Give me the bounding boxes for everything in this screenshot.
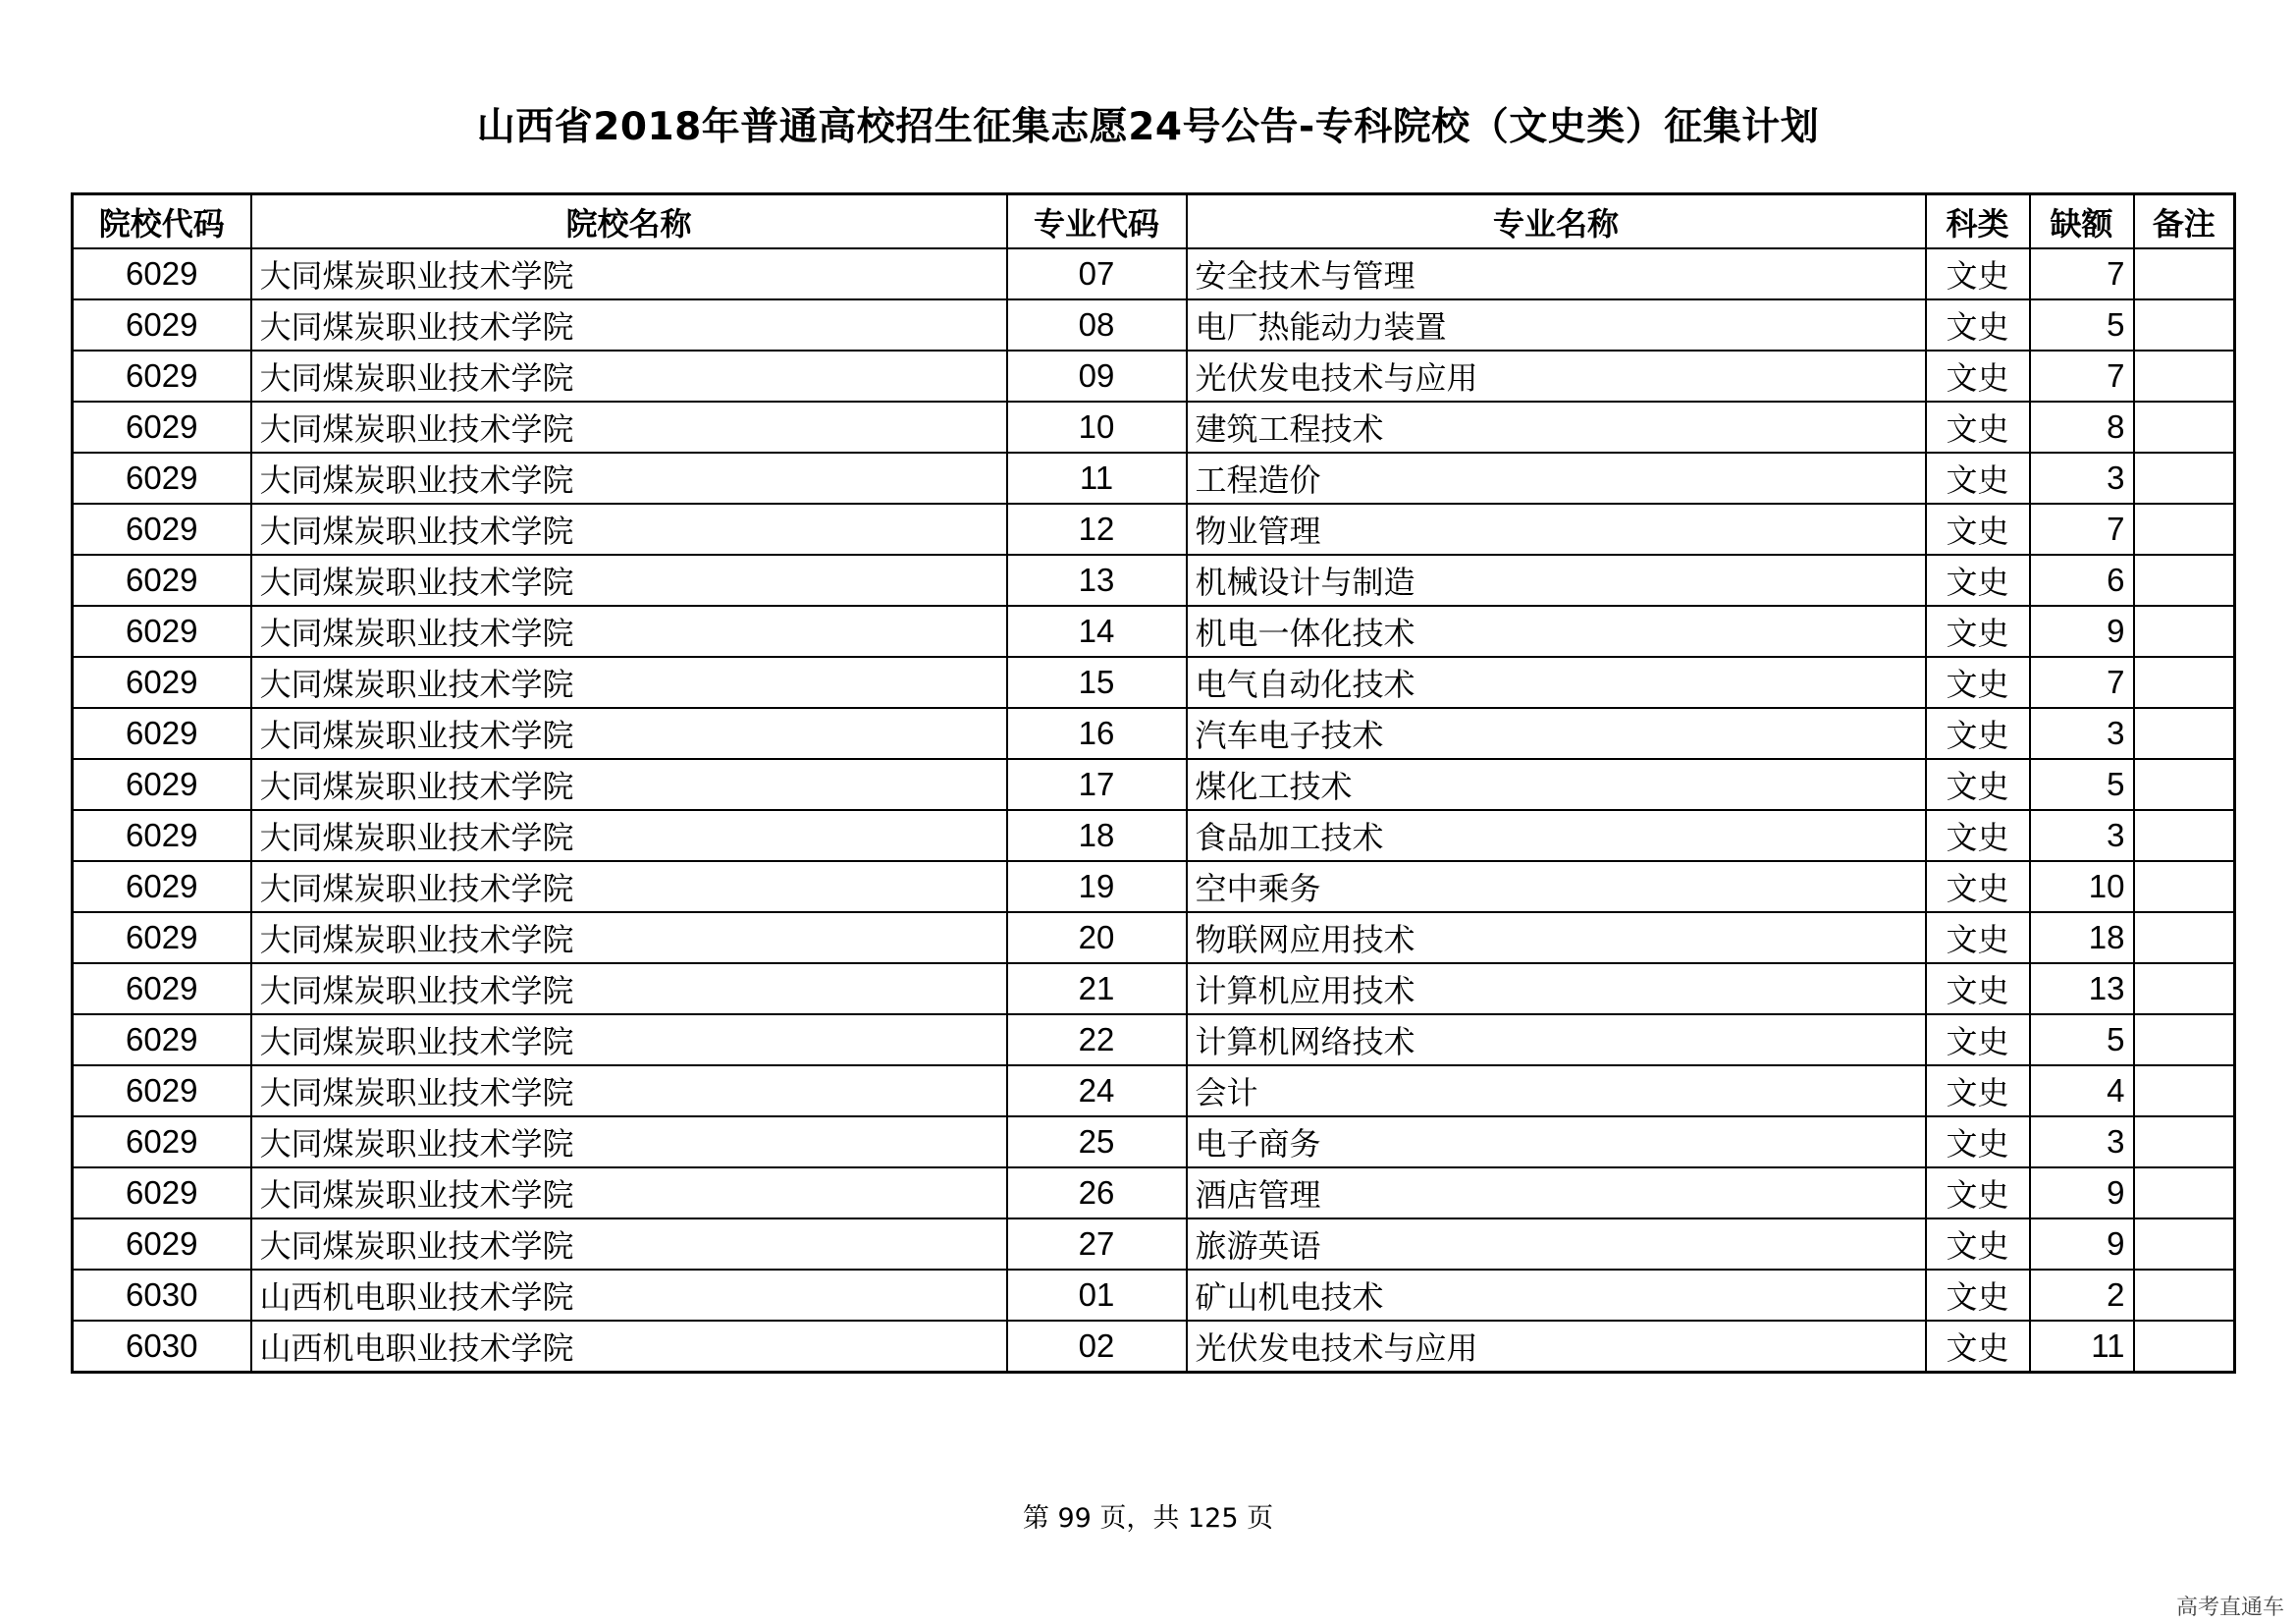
cell-major-code: 24	[1007, 1065, 1187, 1116]
cell-vacancy: 3	[2030, 810, 2134, 861]
cell-school-name: 大同煤炭职业技术学院	[251, 1167, 1007, 1218]
cell-vacancy: 10	[2030, 861, 2134, 912]
cell-major-name: 煤化工技术	[1187, 759, 1926, 810]
table-row	[73, 1321, 2235, 1373]
cell-major-name: 旅游英语	[1187, 1218, 1926, 1270]
cell-vacancy: 3	[2030, 453, 2134, 504]
cell-note	[2134, 453, 2235, 504]
cell-vacancy: 3	[2030, 708, 2134, 759]
cell-major-code: 21	[1007, 963, 1187, 1014]
cell-major-name: 电子商务	[1187, 1116, 1926, 1167]
cell-note	[2134, 1218, 2235, 1270]
cell-major-code: 18	[1007, 810, 1187, 861]
cell-note	[2134, 963, 2235, 1014]
cell-school-code: 6029	[73, 504, 251, 555]
table-row	[73, 912, 2235, 963]
cell-school-code: 6029	[73, 810, 251, 861]
cell-school-name: 大同煤炭职业技术学院	[251, 1116, 1007, 1167]
cell-major-name: 光伏发电技术与应用	[1187, 351, 1926, 402]
cell-category: 文史	[1926, 453, 2030, 504]
cell-note	[2134, 759, 2235, 810]
table-row	[73, 861, 2235, 912]
table-row	[73, 810, 2235, 861]
cell-category: 文史	[1926, 351, 2030, 402]
cell-category: 文史	[1926, 963, 2030, 1014]
cell-major-name: 酒店管理	[1187, 1167, 1926, 1218]
cell-note	[2134, 810, 2235, 861]
cell-vacancy: 18	[2030, 912, 2134, 963]
cell-major-name: 电气自动化技术	[1187, 657, 1926, 708]
header-vacancy: 缺额	[2030, 194, 2134, 249]
cell-category: 文史	[1926, 759, 2030, 810]
cell-school-code: 6029	[73, 555, 251, 606]
cell-major-code: 16	[1007, 708, 1187, 759]
cell-category: 文史	[1926, 1321, 2030, 1373]
cell-vacancy: 6	[2030, 555, 2134, 606]
cell-note	[2134, 402, 2235, 453]
cell-vacancy: 7	[2030, 657, 2134, 708]
cell-category: 文史	[1926, 861, 2030, 912]
cell-vacancy: 2	[2030, 1270, 2134, 1321]
cell-category: 文史	[1926, 606, 2030, 657]
cell-school-code: 6029	[73, 1065, 251, 1116]
cell-school-code: 6030	[73, 1321, 251, 1373]
table-row	[73, 606, 2235, 657]
table-row	[73, 453, 2235, 504]
table-row	[73, 1116, 2235, 1167]
table-row	[73, 248, 2235, 299]
cell-category: 文史	[1926, 912, 2030, 963]
cell-school-name: 大同煤炭职业技术学院	[251, 861, 1007, 912]
cell-school-code: 6029	[73, 861, 251, 912]
cell-school-code: 6029	[73, 1116, 251, 1167]
header-school-code: 院校代码	[73, 194, 251, 249]
cell-school-code: 6029	[73, 1218, 251, 1270]
cell-major-code: 09	[1007, 351, 1187, 402]
cell-major-code: 27	[1007, 1218, 1187, 1270]
cell-major-code: 11	[1007, 453, 1187, 504]
cell-school-code: 6029	[73, 657, 251, 708]
cell-category: 文史	[1926, 810, 2030, 861]
cell-school-name: 大同煤炭职业技术学院	[251, 1218, 1007, 1270]
cell-note	[2134, 1321, 2235, 1373]
cell-school-name: 大同煤炭职业技术学院	[251, 351, 1007, 402]
cell-school-code: 6029	[73, 963, 251, 1014]
cell-major-code: 07	[1007, 248, 1187, 299]
cell-school-code: 6029	[73, 248, 251, 299]
cell-category: 文史	[1926, 402, 2030, 453]
cell-school-name: 大同煤炭职业技术学院	[251, 657, 1007, 708]
cell-vacancy: 5	[2030, 1014, 2134, 1065]
cell-school-code: 6029	[73, 1014, 251, 1065]
table-row	[73, 963, 2235, 1014]
cell-major-code: 12	[1007, 504, 1187, 555]
table-row	[73, 555, 2235, 606]
cell-vacancy: 9	[2030, 1167, 2134, 1218]
cell-major-name: 会计	[1187, 1065, 1926, 1116]
cell-vacancy: 9	[2030, 1218, 2134, 1270]
cell-major-code: 20	[1007, 912, 1187, 963]
cell-school-name: 大同煤炭职业技术学院	[251, 1065, 1007, 1116]
cell-category: 文史	[1926, 708, 2030, 759]
cell-school-name: 大同煤炭职业技术学院	[251, 708, 1007, 759]
cell-category: 文史	[1926, 1270, 2030, 1321]
cell-vacancy: 7	[2030, 248, 2134, 299]
cell-school-name: 大同煤炭职业技术学院	[251, 810, 1007, 861]
cell-category: 文史	[1926, 248, 2030, 299]
cell-major-code: 25	[1007, 1116, 1187, 1167]
table-row	[73, 299, 2235, 351]
cell-major-code: 22	[1007, 1014, 1187, 1065]
table-row	[73, 708, 2235, 759]
page-footer: 第 99 页，共 125 页	[1022, 1503, 1274, 1534]
cell-major-code: 14	[1007, 606, 1187, 657]
cell-major-name: 光伏发电技术与应用	[1187, 1321, 1926, 1373]
document-title: 山西省2018年普通高校招生征集志愿24号公告-专科院校（文史类）征集计划	[476, 105, 1820, 149]
cell-school-name: 大同煤炭职业技术学院	[251, 1014, 1007, 1065]
cell-major-code: 10	[1007, 402, 1187, 453]
cell-category: 文史	[1926, 299, 2030, 351]
cell-major-name: 建筑工程技术	[1187, 402, 1926, 453]
watermark: 高考直通车	[2175, 1596, 2284, 1620]
cell-school-name: 大同煤炭职业技术学院	[251, 299, 1007, 351]
cell-school-code: 6029	[73, 299, 251, 351]
cell-category: 文史	[1926, 555, 2030, 606]
cell-school-code: 6029	[73, 606, 251, 657]
cell-major-code: 26	[1007, 1167, 1187, 1218]
cell-school-code: 6029	[73, 912, 251, 963]
cell-school-name: 大同煤炭职业技术学院	[251, 504, 1007, 555]
cell-school-code: 6029	[73, 351, 251, 402]
cell-school-name: 大同煤炭职业技术学院	[251, 248, 1007, 299]
header-school-name: 院校名称	[251, 194, 1007, 249]
cell-school-code: 6029	[73, 453, 251, 504]
cell-major-name: 电厂热能动力装置	[1187, 299, 1926, 351]
cell-school-name: 山西机电职业技术学院	[251, 1321, 1007, 1373]
cell-major-code: 01	[1007, 1270, 1187, 1321]
cell-note	[2134, 1167, 2235, 1218]
cell-major-name: 计算机网络技术	[1187, 1014, 1926, 1065]
cell-category: 文史	[1926, 1218, 2030, 1270]
cell-major-code: 13	[1007, 555, 1187, 606]
cell-major-code: 19	[1007, 861, 1187, 912]
cell-major-name: 食品加工技术	[1187, 810, 1926, 861]
header-major-code: 专业代码	[1007, 194, 1187, 249]
table-row	[73, 504, 2235, 555]
cell-note	[2134, 1065, 2235, 1116]
cell-major-name: 安全技术与管理	[1187, 248, 1926, 299]
cell-major-name: 机械设计与制造	[1187, 555, 1926, 606]
cell-vacancy: 7	[2030, 351, 2134, 402]
cell-category: 文史	[1926, 657, 2030, 708]
cell-major-code: 02	[1007, 1321, 1187, 1373]
cell-note	[2134, 504, 2235, 555]
cell-school-name: 山西机电职业技术学院	[251, 1270, 1007, 1321]
cell-major-name: 物联网应用技术	[1187, 912, 1926, 963]
cell-major-name: 计算机应用技术	[1187, 963, 1926, 1014]
cell-note	[2134, 299, 2235, 351]
cell-major-name: 空中乘务	[1187, 861, 1926, 912]
cell-vacancy: 8	[2030, 402, 2134, 453]
cell-note	[2134, 708, 2235, 759]
table-body	[73, 248, 2235, 1373]
cell-major-code: 08	[1007, 299, 1187, 351]
table-row	[73, 1014, 2235, 1065]
cell-school-code: 6029	[73, 759, 251, 810]
cell-note	[2134, 1014, 2235, 1065]
table-row	[73, 402, 2235, 453]
cell-vacancy: 13	[2030, 963, 2134, 1014]
cell-vacancy: 7	[2030, 504, 2134, 555]
cell-note	[2134, 657, 2235, 708]
cell-vacancy: 5	[2030, 299, 2134, 351]
cell-school-name: 大同煤炭职业技术学院	[251, 555, 1007, 606]
cell-school-name: 大同煤炭职业技术学院	[251, 453, 1007, 504]
cell-category: 文史	[1926, 1167, 2030, 1218]
table-row	[73, 1167, 2235, 1218]
cell-major-name: 工程造价	[1187, 453, 1926, 504]
header-category: 科类	[1926, 194, 2030, 249]
cell-note	[2134, 1270, 2235, 1321]
cell-school-name: 大同煤炭职业技术学院	[251, 963, 1007, 1014]
table-header-row	[73, 194, 2235, 249]
header-note: 备注	[2134, 194, 2235, 249]
cell-major-name: 汽车电子技术	[1187, 708, 1926, 759]
table-row	[73, 351, 2235, 402]
cell-note	[2134, 248, 2235, 299]
cell-school-code: 6030	[73, 1270, 251, 1321]
cell-school-code: 6029	[73, 1167, 251, 1218]
table-row	[73, 759, 2235, 810]
cell-vacancy: 5	[2030, 759, 2134, 810]
cell-note	[2134, 351, 2235, 402]
cell-vacancy: 3	[2030, 1116, 2134, 1167]
cell-category: 文史	[1926, 504, 2030, 555]
cell-major-name: 机电一体化技术	[1187, 606, 1926, 657]
cell-vacancy: 9	[2030, 606, 2134, 657]
cell-note	[2134, 861, 2235, 912]
cell-category: 文史	[1926, 1116, 2030, 1167]
cell-category: 文史	[1926, 1014, 2030, 1065]
cell-school-name: 大同煤炭职业技术学院	[251, 606, 1007, 657]
table-row	[73, 1218, 2235, 1270]
cell-school-name: 大同煤炭职业技术学院	[251, 759, 1007, 810]
cell-note	[2134, 912, 2235, 963]
cell-major-code: 17	[1007, 759, 1187, 810]
cell-school-name: 大同煤炭职业技术学院	[251, 912, 1007, 963]
cell-note	[2134, 1116, 2235, 1167]
enrollment-plan-table	[71, 192, 2236, 1374]
cell-school-code: 6029	[73, 708, 251, 759]
cell-vacancy: 4	[2030, 1065, 2134, 1116]
table-row	[73, 1270, 2235, 1321]
cell-school-code: 6029	[73, 402, 251, 453]
header-major-name: 专业名称	[1187, 194, 1926, 249]
cell-category: 文史	[1926, 1065, 2030, 1116]
cell-school-name: 大同煤炭职业技术学院	[251, 402, 1007, 453]
cell-note	[2134, 606, 2235, 657]
cell-note	[2134, 555, 2235, 606]
cell-vacancy: 11	[2030, 1321, 2134, 1373]
cell-major-name: 物业管理	[1187, 504, 1926, 555]
table-row	[73, 657, 2235, 708]
cell-major-name: 矿山机电技术	[1187, 1270, 1926, 1321]
table-row	[73, 1065, 2235, 1116]
cell-major-code: 15	[1007, 657, 1187, 708]
